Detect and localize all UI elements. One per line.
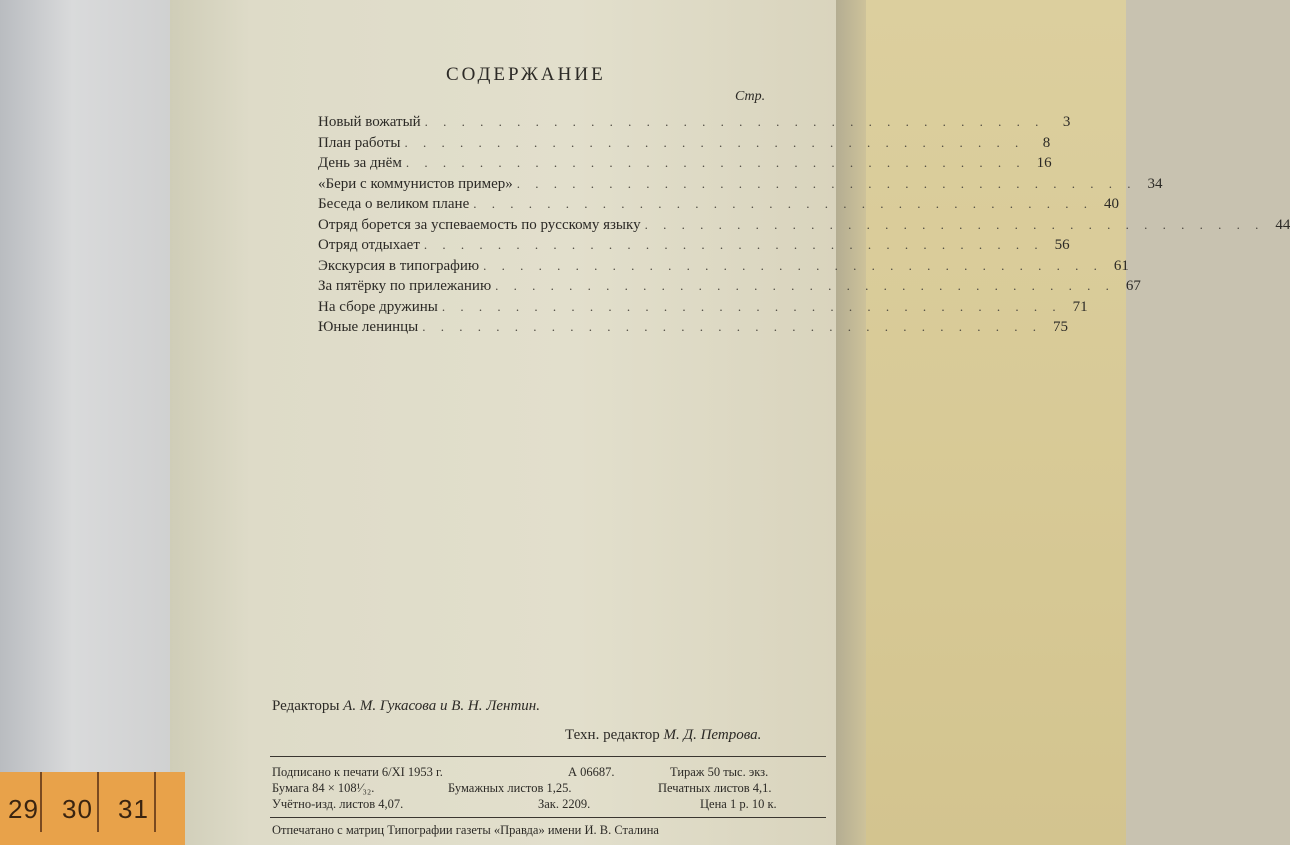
imprint-code: А 06687. xyxy=(568,765,615,779)
toc-leader-dots: . . . . . . . . . . . . . . . . . . . . . . . . . . . . . . . . . . xyxy=(473,196,1093,211)
background-left xyxy=(0,0,180,845)
toc-entry-page: 67 xyxy=(1125,278,1141,294)
ruler-tick xyxy=(40,772,42,832)
toc-leader-dots: . . . . . . . . . . . . . . . . . . . . . . . . . . . . . . . . . . xyxy=(441,298,1062,314)
toc-entry-title: Отряд борется за успеваемость по русскому языку xyxy=(318,216,641,233)
toc-entry-page: 75 xyxy=(1053,319,1069,335)
table-of-contents xyxy=(318,114,1290,340)
toc-entry-page: 71 xyxy=(1072,298,1088,315)
editors-line xyxy=(272,698,540,715)
imprint-paper: Бумага 84 × 108¹⁄₃₂. xyxy=(272,781,375,795)
toc-leader-dots: . . . . . . . . . . . . . . . . . . . . . . . . . . . . . . . . . . xyxy=(423,237,1044,252)
toc-leader-dots: . . . . . . . . . . . . . . . . . . . . . . . . . . . . . . . . . . xyxy=(405,155,1026,170)
toc-leader-dots: . . . . . . . . . . . . . . . . . . . . . . . . . . . . . . . . . . xyxy=(644,216,1265,232)
divider-line xyxy=(270,817,826,818)
tech-editor-name: М. Д. Петрова. xyxy=(663,727,762,743)
toc-entry xyxy=(318,155,1052,176)
toc-entry-title: На сборе дружины xyxy=(318,298,438,315)
imprint-signed: Подписано к печати 6/XI 1953 г. xyxy=(272,765,443,779)
toc-entry-title: День за днём xyxy=(318,155,402,171)
tech-editor-label: Техн. редактор xyxy=(565,727,660,743)
imprint-printer: Отпечатано с матриц Типографии газеты «Правда» имени И. В. Сталина xyxy=(272,823,659,837)
tech-editor-line xyxy=(565,727,761,744)
measuring-ruler xyxy=(0,772,185,845)
imprint-print-sheets: Печатных листов 4,1. xyxy=(658,781,772,795)
toc-entry-title: «Бери с коммунистов пример» xyxy=(318,175,513,192)
toc-entry-title: Новый вожатый xyxy=(318,114,421,130)
toc-entry xyxy=(318,114,1071,135)
imprint-paper-sheets: Бумажных листов 1,25. xyxy=(448,781,572,795)
toc-entry-page: 3 xyxy=(1062,114,1071,130)
toc-leader-dots: . . . . . . . . . . . . . . . . . . . . . . . . . . . . . . . . . . xyxy=(495,278,1115,293)
toc-entry xyxy=(318,237,1070,258)
toc-leader-dots: . . . . . . . . . . . . . . . . . . . . . . . . . . . . . . . . . . xyxy=(422,319,1043,334)
ruler-number: 31 xyxy=(118,794,149,824)
toc-entry xyxy=(318,257,1129,279)
ruler-number: 30 xyxy=(62,794,93,824)
toc-leader-dots: . . . . . . . . . . . . . . . . . . . . . . . . . . . . . . . . . . xyxy=(516,175,1137,191)
contents-heading: СОДЕРЖАНИЕ xyxy=(446,64,606,85)
imprint-price: Цена 1 р. 10 к. xyxy=(700,797,777,811)
toc-leader-dots: . . . . . . . . . . . . . . . . . . . . . . . . . . . . . . . . . . xyxy=(483,257,1103,273)
toc-entry-page: 16 xyxy=(1036,155,1052,171)
toc-entry-title: Юные ленинцы xyxy=(318,319,419,335)
toc-entry-title: План работы xyxy=(318,134,401,151)
toc-entry-page: 44 xyxy=(1275,216,1290,233)
imprint-print-run: Тираж 50 тыс. экз. xyxy=(670,765,769,779)
divider-line xyxy=(270,756,826,757)
toc-entry-page: 61 xyxy=(1113,257,1129,274)
toc-entry xyxy=(318,298,1088,320)
editors-names: А. М. Гукасова и В. Н. Лентин. xyxy=(343,698,540,714)
toc-entry-page: 34 xyxy=(1147,175,1163,192)
toc-entry xyxy=(318,196,1119,217)
toc-entry xyxy=(318,134,1051,156)
toc-entry-title: Экскурсия в типографию xyxy=(318,257,480,274)
toc-entry-page: 56 xyxy=(1054,237,1070,253)
toc-entry-title: За пятёрку по прилежанию xyxy=(318,278,492,294)
ruler-number: 29 xyxy=(8,794,39,824)
toc-entry-page: 40 xyxy=(1104,196,1119,212)
toc-leader-dots: . . . . . . . . . . . . . . . . . . . . . . . . . . . . . . . . . . xyxy=(424,114,1045,129)
toc-entry xyxy=(318,175,1163,197)
imprint-account-sheets: Учётно-изд. листов 4,07. xyxy=(272,797,404,811)
imprint-order: Зак. 2209. xyxy=(538,797,591,811)
toc-entry-page: 8 xyxy=(1042,134,1051,151)
ruler-tick xyxy=(97,772,99,832)
toc-entry-title: Отряд отдыхает xyxy=(318,237,420,253)
editors-label: Редакторы xyxy=(272,698,340,714)
toc-entry xyxy=(318,278,1141,299)
toc-leader-dots: . . . . . . . . . . . . . . . . . . . . . . . . . . . . . . . . . . xyxy=(404,134,1025,150)
toc-entry xyxy=(318,216,1290,238)
toc-entry xyxy=(318,319,1069,340)
page-column-label: Стр. xyxy=(735,89,766,104)
toc-entry-title: Беседа о великом плане xyxy=(318,196,470,212)
ruler-tick xyxy=(154,772,156,832)
